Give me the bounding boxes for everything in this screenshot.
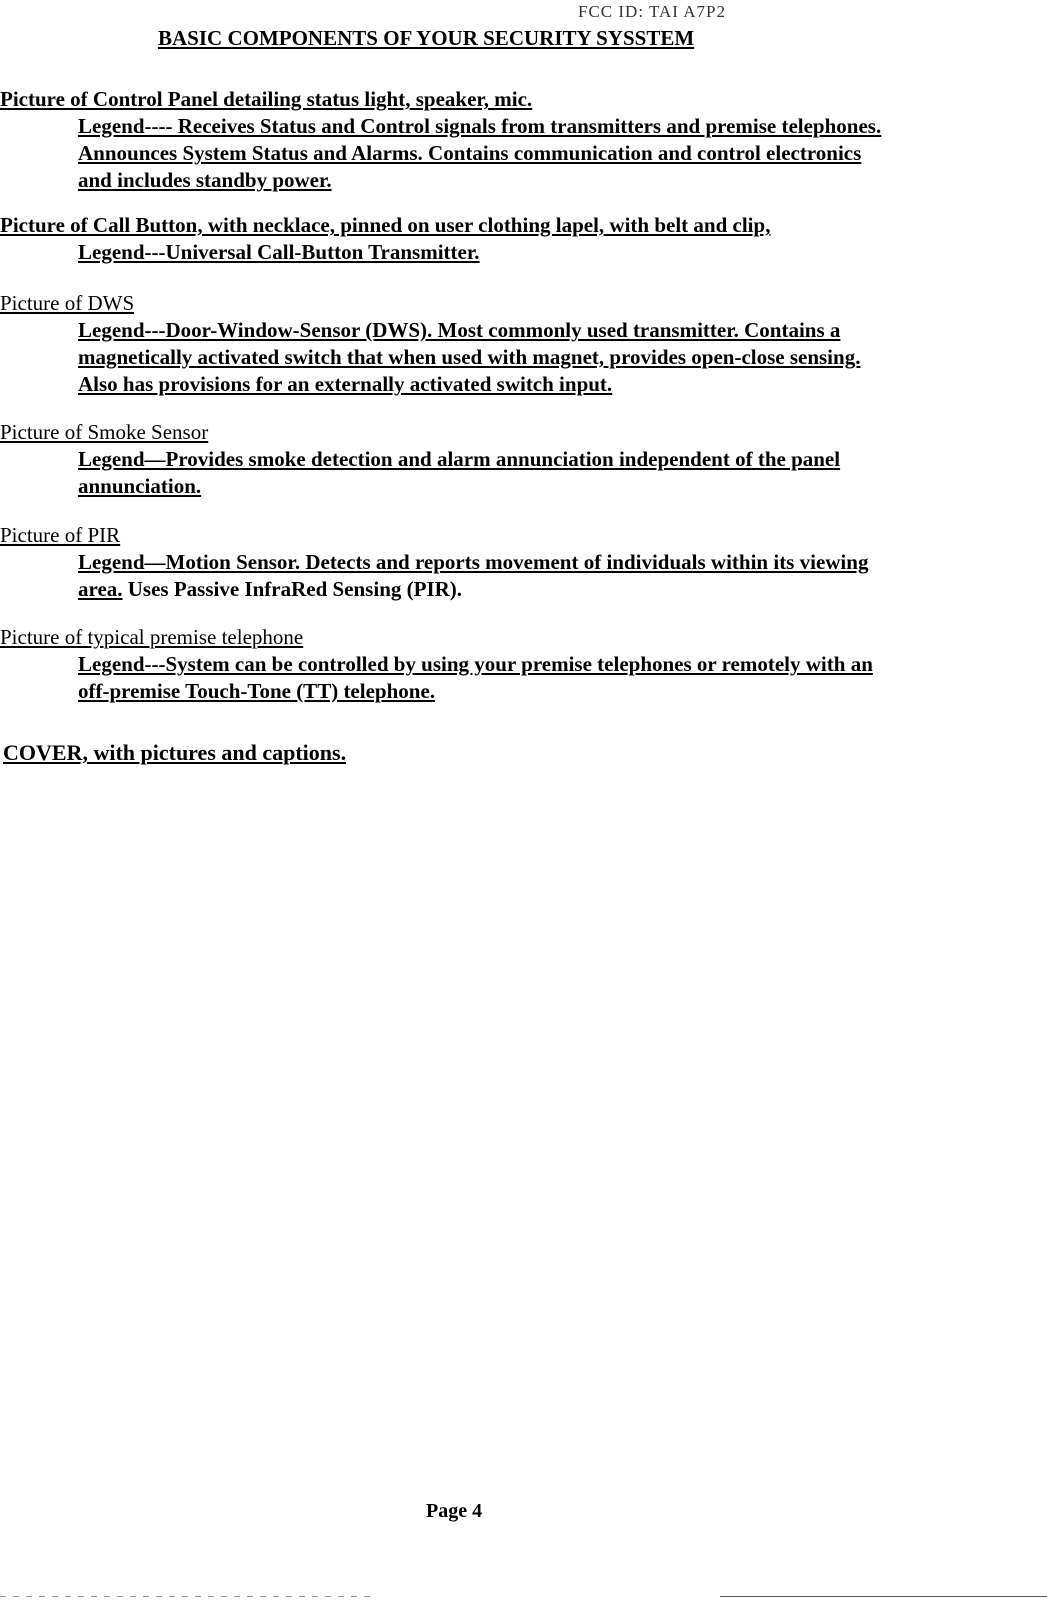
section-legend: Legend—Provides smoke detection and alarm annunciation independent of the panel annunciation. [78, 447, 841, 498]
scan-artifact-line [0, 1596, 370, 1597]
section-dws [0, 290, 1040, 398]
section-heading: Picture of Smoke Sensor [0, 420, 209, 444]
section-legend: Legend---Universal Call-Button Transmitter. [78, 240, 480, 264]
section-call-button [0, 212, 1040, 266]
section-control-panel [0, 86, 1040, 194]
section-heading: Picture of Control Panel detailing status light, speaker, mic. [0, 87, 533, 111]
document-title: BASIC COMPONENTS OF YOUR SECURITY SYSSTEM [158, 26, 695, 50]
section-heading: Picture of typical premise telephone [0, 625, 304, 649]
section-legend: Legend---Door-Window-Sensor (DWS). Most commonly used transmitter. Contains a magnetically activated switch that when used with magnet, provides open-close sensing. Also has provisions for an externally activated switch input. [78, 318, 861, 396]
page-number: Page 4 [426, 1500, 483, 1522]
section-pir [0, 522, 1040, 603]
section-legend: Legend---- Receives Status and Control signals from transmitters and premise telephones. Announces System Status and Alarms. Contains communication and control electronics and includes standby power. [78, 114, 882, 192]
section-heading: Picture of Call Button, with necklace, pinned on user clothing lapel, with belt and clip, [0, 213, 771, 237]
fcc-id-label: FCC ID: TAI A7P2 [578, 2, 726, 21]
cover-note: COVER, with pictures and captions. [3, 740, 347, 765]
section-smoke-sensor [0, 419, 1040, 500]
section-heading: Picture of PIR [0, 523, 121, 547]
scan-artifact-line [720, 1596, 1047, 1597]
section-heading: Picture of DWS [0, 291, 135, 315]
section-legend: Legend---System can be controlled by using your premise telephones or remotely with an off-premise Touch-Tone (TT) telephone. [78, 652, 873, 703]
section-premise-telephone [0, 624, 1040, 705]
section-legend: Legend—Motion Sensor. Detects and reports movement of individuals within its viewing area. Uses Passive InfraRed Sensing (PIR). [78, 550, 869, 601]
